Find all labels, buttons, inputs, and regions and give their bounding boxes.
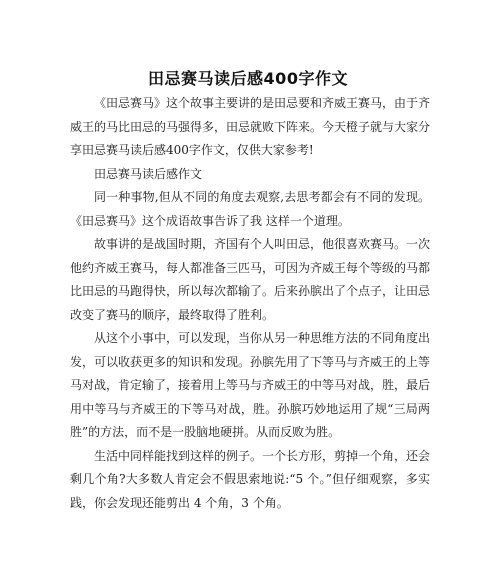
- document-body: [70, 92, 430, 515]
- paragraph-subheading: 田忌赛马读后感作文: [94, 166, 203, 181]
- paragraph-intro: 《田忌赛马》这个故事主要讲的是田忌要和齐威王赛马，由于齐威王的马比田忌的马强得多，田忌就败下阵来。今天橙子就与大家分享田忌赛马读后感400字作文，仅供大家参考!: [70, 96, 431, 157]
- paragraph-story: 故事讲的是战国时期，齐国有个人叫田忌，他很喜欢赛马。一次他约齐威王赛马，每人都准备三匹马，可因为齐威王每个等级的马都比田忌的马跑得快，所以每次都输了。后来孙膑出了个点子，让田忌改变了赛马的顺序，最终取得了胜利。: [70, 237, 431, 322]
- paragraph-example: 生活中同样能找到这样的例子。一个长方形，剪掉一个角，还会剩几个角?大多数人肯定会不假思索地说:“5 个。”但仔细观察，多实践，你会发现还能剪出 4 个角，3 个角。: [70, 448, 431, 510]
- paragraph-analysis: 从这个小事中，可以发现，当你从另一种思维方法的不同角度出发，可以收获更多的知识和发现。孙膑先用了下等马与齐威王的上等马对战，肯定输了，接着用上等马与齐威王的中等马对战，胜，最后用中等马与齐威王的下等马对战，胜。孙膑巧妙地运用了规“三局两胜”的方法，而不是一股脑地硬拼。从而反败为胜。: [70, 331, 431, 439]
- document-title: 田忌赛马读后感400字作文: [148, 69, 348, 88]
- paragraph-viewpoint: 同一种事物,但从不同的角度去观察,去思考都会有不同的发现。《田忌赛马》这个成语故事告诉了我 这样一个道理。: [70, 190, 430, 228]
